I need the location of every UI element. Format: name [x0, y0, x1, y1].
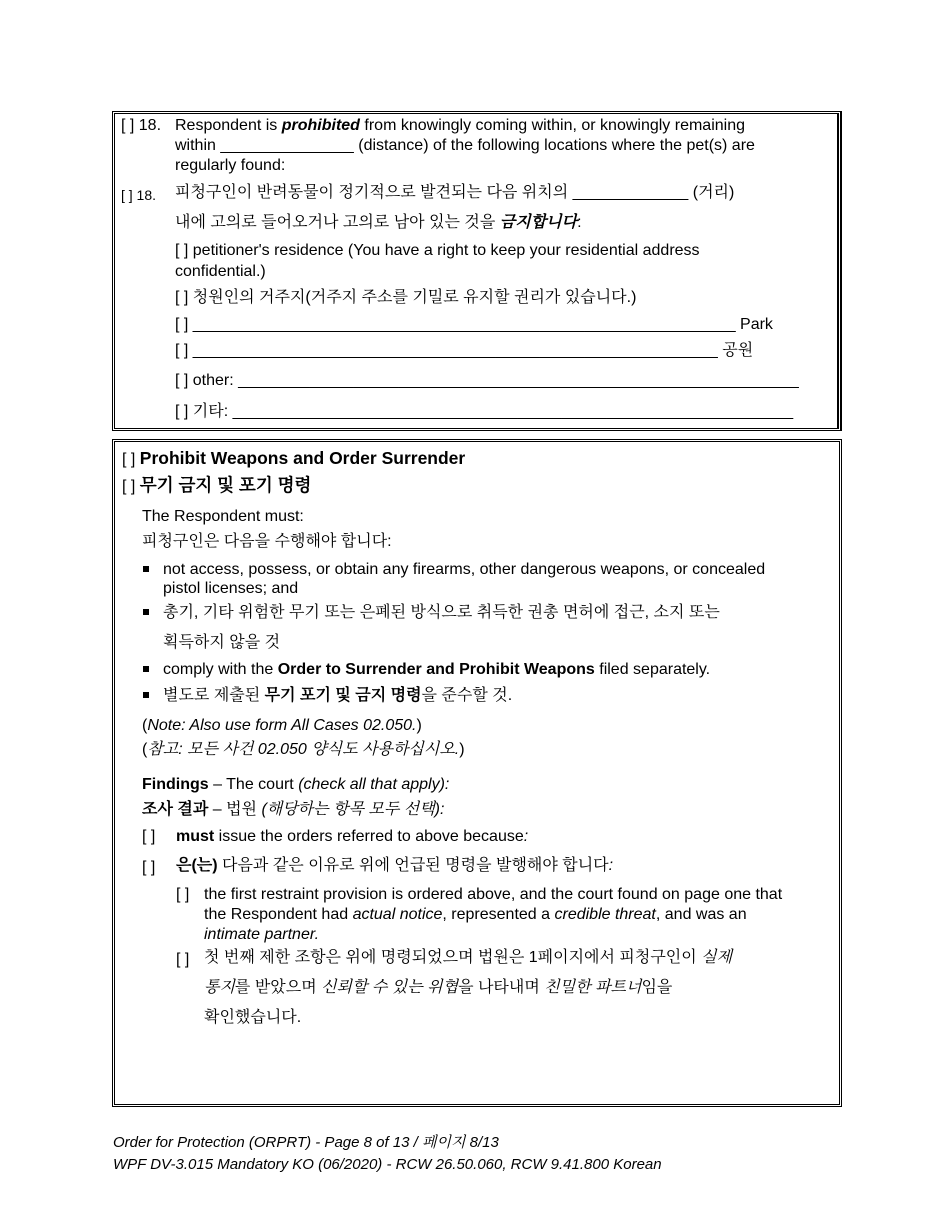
bullet1-ko-line1: 총기, 기타 위험한 무기 또는 은폐된 방식으로 취득한 권총 면허에 접근, 소지 또는: [163, 604, 720, 621]
restraint-ko-line2: 통지를 받았으며 신뢰할 수 있는 위협을 나타내며 친밀한 파트너임을: [204, 979, 673, 996]
bullet-icon: [143, 692, 149, 698]
section-18-ko-line2: 내에 고의로 들어오거나 고의로 남아 있는 것을 금지합니다:: [175, 214, 582, 231]
section-18-en-line1: Respondent is prohibited from knowingly coming within, or knowingly remaining: [175, 117, 745, 134]
bullet2-ko: 별도로 제출된 무기 포기 및 금지 명령을 준수할 것.: [163, 687, 513, 704]
bullet2-en: comply with the Order to Surrender and Prohibit Weapons filed separately.: [163, 661, 711, 678]
respondent-must-ko: 피청구인은 다음을 수행해야 합니다:: [142, 533, 392, 550]
weapons-checkbox[interactable]: [ ]: [122, 451, 136, 468]
findings-en: Findings – The court (check all that apply):: [142, 776, 450, 793]
must-issue-ko: 은(는) 다음과 같은 이유로 위에 언급된 명령을 발행해야 합니다:: [176, 857, 614, 874]
findings-ko: 조사 결과 – 법원 (해당하는 항목 모두 선택):: [142, 801, 445, 818]
other-option-ko[interactable]: [ ] 기타: _______________________________________________________________: [175, 403, 794, 420]
other-option-en[interactable]: [ ] other: _______________________________________________________________: [175, 372, 799, 389]
residence-option-ko[interactable]: [ ] 청원인의 거주지(거주지 주소를 기밀로 유지할 권리가 있습니다.): [175, 289, 637, 306]
restraint-ko-line3: 확인했습니다.: [204, 1009, 302, 1026]
bullet1-en-line1: not access, possess, or obtain any firearms, other dangerous weapons, or concealed: [163, 561, 766, 578]
bullet1-ko-line2: 획득하지 않을 것: [163, 634, 281, 651]
bullet-icon: [143, 666, 149, 672]
restraint-checkbox-ko[interactable]: [ ]: [176, 951, 190, 968]
restraint-checkbox[interactable]: [ ]: [176, 886, 190, 903]
restraint-ko-line1: 첫 번째 제한 조항은 위에 명령되었으며 법원은 1페이지에서 피청구인이 실제: [204, 949, 733, 966]
section-18-checkbox-ko[interactable]: [ ] 18.: [121, 187, 157, 203]
footer-form-info: WPF DV-3.015 Mandatory KO (06/2020) - RCW 26.50.060, RCW 9.41.800 Korean: [113, 1156, 662, 1173]
note-ko: (참고: 모든 사건 02.050 양식도 사용하십시오.): [142, 741, 465, 758]
bullet-icon: [143, 566, 149, 572]
residence-option-en[interactable]: [ ] petitioner's residence (You have a right to keep your residential address: [175, 242, 700, 259]
bullet-icon: [143, 609, 149, 615]
note-en: (Note: Also use form All Cases 02.050.): [142, 717, 422, 734]
must-issue-en: must issue the orders referred to above because:: [176, 828, 529, 845]
footer-page-info: Order for Protection (ORPRT) - Page 8 of 13 / 페이지 8/13: [113, 1134, 499, 1151]
must-issue-checkbox-ko[interactable]: [ ]: [142, 859, 156, 876]
must-issue-checkbox[interactable]: [ ]: [142, 828, 156, 845]
park-option-ko[interactable]: [ ] ___________________________________________________________ 공원: [175, 342, 754, 359]
weapons-checkbox-ko[interactable]: [ ]: [122, 478, 136, 495]
respondent-must-en: The Respondent must:: [142, 508, 304, 525]
restraint-en-line3: intimate partner.: [204, 926, 320, 943]
bullet1-en-line2: pistol licenses; and: [163, 580, 299, 597]
park-option-en[interactable]: [ ] _____________________________________________________________ Park: [175, 316, 773, 333]
residence-option-en-cont: confidential.): [175, 263, 266, 280]
restraint-en-line2: the Respondent had actual notice, represented a credible threat, and was an: [204, 906, 747, 923]
weapons-title-en: [ ] Prohibit Weapons and Order Surrender: [122, 448, 466, 468]
section-18-en-line2: within _______________ (distance) of the following locations where the pet(s) are: [175, 137, 755, 154]
restraint-en-line1: the first restraint provision is ordered above, and the court found on page one that: [204, 886, 783, 903]
section-18-en-line3: regularly found:: [175, 157, 286, 174]
section-18-ko-line1: 피청구인이 반려동물이 정기적으로 발견되는 다음 위치의 _____________ (거리): [175, 184, 735, 201]
section-18-checkbox[interactable]: [ ] 18.: [121, 117, 162, 134]
weapons-title-ko: [ ] 무기 금지 및 포기 명령: [122, 475, 312, 495]
